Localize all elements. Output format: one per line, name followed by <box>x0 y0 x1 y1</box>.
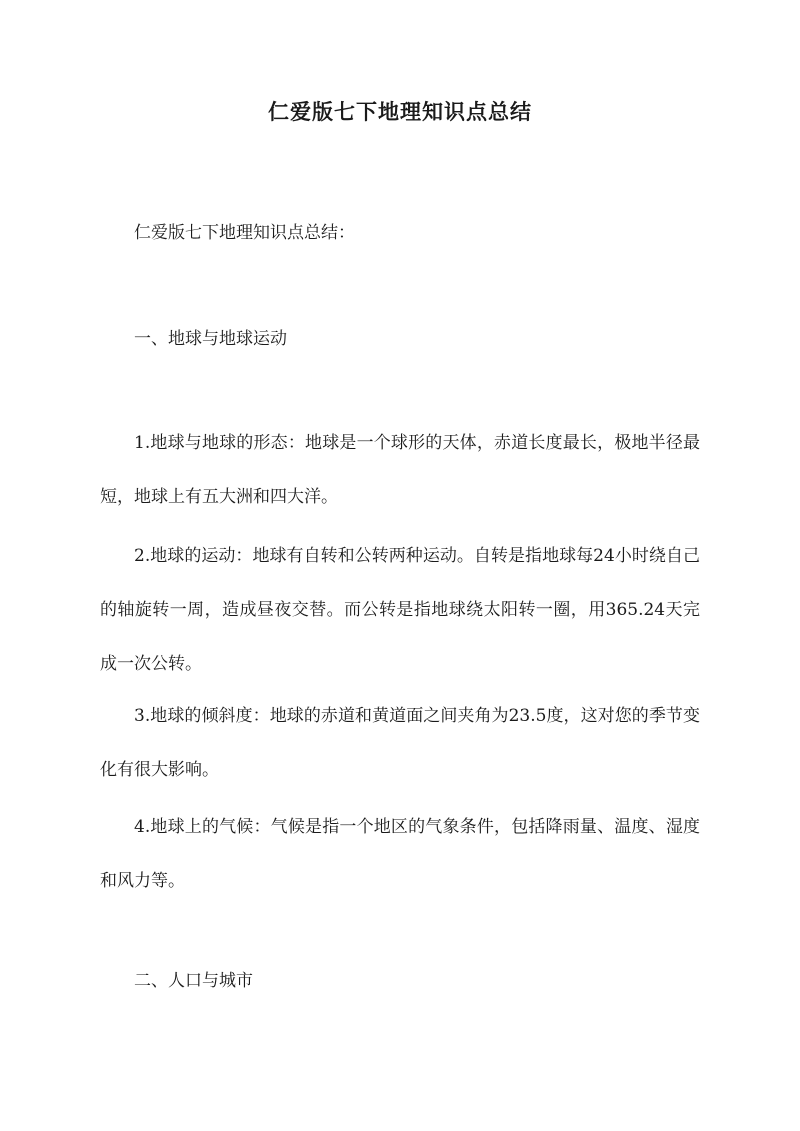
paragraph-earth-tilt: 3.地球的倾斜度：地球的赤道和黄道面之间夹角为23.5度，这对您的季节变化有很大影响。 <box>100 706 700 780</box>
intro-line: 仁爱版七下地理知识点总结： <box>134 223 355 243</box>
section-heading-population: 二、人口与城市 <box>134 971 253 991</box>
paragraph-earth-shape: 1.地球与地球的形态：地球是一个球形的天体，赤道长度最长，极地半径最短，地球上有五大洲和四大洋。 <box>100 433 700 507</box>
section-heading-earth: 一、地球与地球运动 <box>134 329 287 349</box>
paragraph-earth-motion: 2.地球的运动：地球有自转和公转两种运动。自转是指地球每24小时绕自己的轴旋转一周，造成昼夜交替。而公转是指地球绕太阳转一圈，用365.24天完成一次公转。 <box>100 546 700 674</box>
document-title: 仁爱版七下地理知识点总结 <box>268 99 532 124</box>
paragraph-earth-climate: 4.地球上的气候：气候是指一个地区的气象条件，包括降雨量、温度、湿度和风力等。 <box>100 817 700 891</box>
